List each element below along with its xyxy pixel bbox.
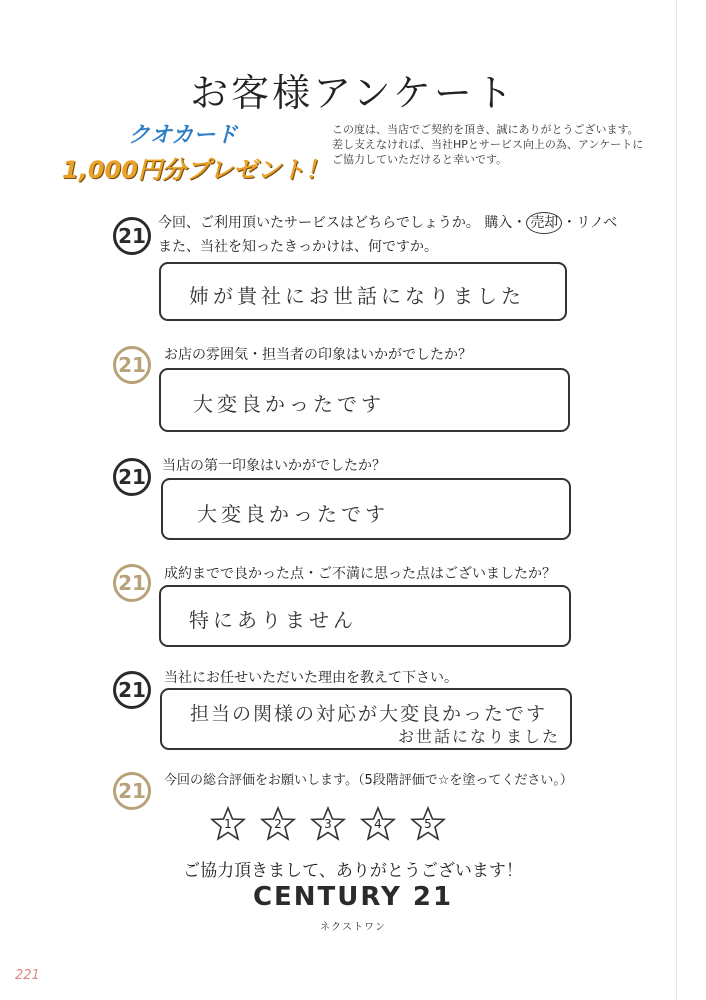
intro-line-1: この度は、当店でご契約を頂き、誠にありがとうございます。 <box>332 123 639 136</box>
rating-stars <box>210 806 450 846</box>
q1-separator: ・ <box>512 215 527 231</box>
promo-line-1: クオカード <box>128 123 238 148</box>
q4-answer: 特にありません <box>189 608 357 632</box>
q1-option-buy: 購入 <box>484 215 513 231</box>
promo-line-2: 1,000円分プレゼント！ <box>62 156 329 184</box>
century21-badge-q2: 21 <box>113 346 151 384</box>
q1-question-2: また、当社を知ったきっかけは、何ですか。 <box>158 239 438 255</box>
q5-answer-line-2: お世話になりました <box>398 727 561 746</box>
intro-line-3: ご協力していただけると幸いです。 <box>332 153 508 166</box>
page-title: お客様アンケート <box>190 71 516 115</box>
thanks-message: ご協力頂きまして、ありがとうございます！ <box>183 861 523 881</box>
century21-badge-q4: 21 <box>113 564 151 602</box>
rating-star-5[interactable] <box>410 806 446 846</box>
century21-badge-q6: 21 <box>113 772 151 810</box>
q5-answer-line-1: 担当の関様の対応が大変良かったです <box>190 703 548 725</box>
q2-answer: 大変良かったです <box>193 392 385 416</box>
company-name: ネクストワン <box>320 922 386 933</box>
rating-star-4-label: 4 <box>374 817 382 831</box>
q3-answer-box <box>161 478 571 540</box>
century21-logo: CENTURY 21 <box>252 882 454 912</box>
q1-answer-box <box>159 262 567 321</box>
q1-option-sell-circled: 売却 <box>526 212 562 234</box>
corner-mark: 221 <box>15 968 40 983</box>
century21-badge-q3: 21 <box>113 458 151 496</box>
rating-star-1-label: 1 <box>224 817 232 831</box>
rating-star-2[interactable] <box>260 806 296 846</box>
century21-badge-q5: 21 <box>113 671 151 709</box>
q5-question: 当社にお任せいただいた理由を教えて下さい。 <box>164 670 458 686</box>
q4-answer-box <box>159 585 571 647</box>
q1-text: 今回、ご利用頂いたサービスはどちらでしょうか。 <box>158 215 480 231</box>
q3-question: 当店の第一印象はいかがでしたか？ <box>162 458 386 474</box>
q5-answer-box <box>160 688 572 750</box>
intro-text <box>332 122 672 167</box>
q2-question: お店の雰囲気・担当者の印象はいかがでしたか？ <box>164 347 472 363</box>
rating-star-3-label: 3 <box>324 817 332 831</box>
century21-badge-q1: 21 <box>113 217 151 255</box>
q6-question: 今回の総合評価をお願いします。（5段階評価で☆を塗ってください。） <box>164 773 573 788</box>
rating-star-1[interactable] <box>210 806 246 846</box>
intro-line-2: 差し支えなければ、当社HPとサービス向上の為、アンケートに <box>332 138 644 151</box>
q1-option-renovation: リノベ <box>576 215 618 231</box>
q3-answer: 大変良かったです <box>197 502 389 526</box>
q2-answer-box <box>159 368 570 432</box>
q1-question <box>158 212 617 232</box>
scan-edge-line <box>676 0 677 1000</box>
rating-star-4[interactable] <box>360 806 396 846</box>
q4-question: 成約までで良かった点・ご不満に思った点はございましたか？ <box>164 566 556 582</box>
rating-star-5-label: 5 <box>424 817 432 831</box>
rating-star-2-label: 2 <box>274 817 282 831</box>
q1-answer: 姉が貴社にお世話になりました <box>189 284 525 308</box>
rating-star-3[interactable] <box>310 806 346 846</box>
q1-separator-2: ・ <box>562 215 577 231</box>
